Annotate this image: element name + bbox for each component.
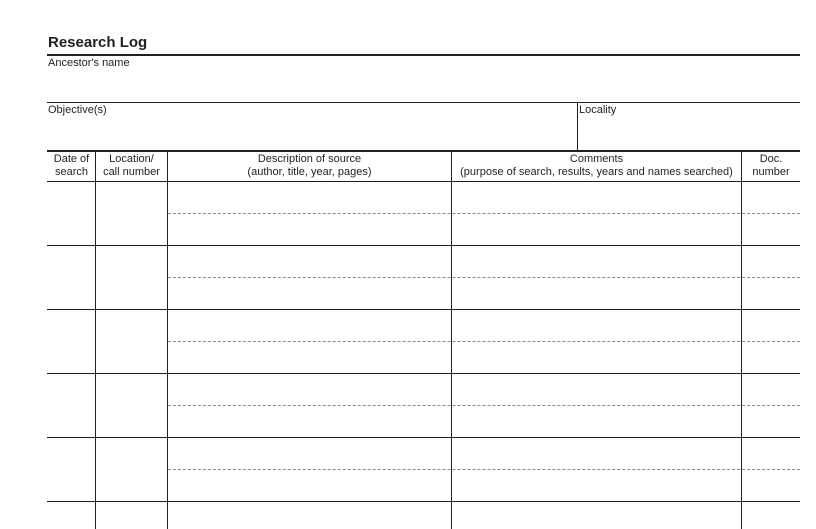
table-row-rule <box>47 437 800 438</box>
ancestor-field-rule <box>47 102 800 103</box>
table-row-dashed-rule <box>168 213 800 214</box>
table-row-rule <box>47 309 800 310</box>
locality-label: Locality <box>579 104 617 116</box>
col-header-doc-number-line2: number <box>752 166 790 178</box>
col-header-doc-number-line1: Doc. <box>759 153 783 165</box>
col-divider-2 <box>167 150 168 529</box>
table-row-rule <box>47 245 800 246</box>
col-header-comments-line2: (purpose of search, results, years and names searched) <box>460 166 733 178</box>
col-header-comments-line1: Comments <box>569 153 624 165</box>
col-header-description <box>168 153 451 179</box>
page-margin <box>800 0 816 529</box>
table-row-rule <box>47 501 800 502</box>
objective-label: Objective(s) <box>48 104 107 116</box>
table-row-rule <box>47 373 800 374</box>
header-bottom-rule <box>47 181 800 182</box>
col-header-date-line2: search <box>54 166 89 178</box>
col-header-date <box>48 153 95 179</box>
col-header-comments <box>452 153 741 179</box>
col-header-location <box>96 153 167 179</box>
table-row-dashed-rule <box>168 277 800 278</box>
table-row-dashed-rule <box>168 405 800 406</box>
title-rule <box>47 54 800 56</box>
form-title: Research Log <box>48 34 148 51</box>
col-header-description-line2: (author, title, year, pages) <box>247 166 372 178</box>
col-divider-3 <box>451 150 452 529</box>
table-top-rule <box>47 150 800 152</box>
col-header-doc-number <box>742 153 800 179</box>
col-header-description-line1: Description of source <box>257 153 362 165</box>
col-header-location-line2: call number <box>103 166 160 178</box>
col-divider-1 <box>95 150 96 529</box>
ancestor-name-label: Ancestor's name <box>48 57 130 69</box>
col-divider-4 <box>741 150 742 529</box>
col-header-date-line1: Date of <box>53 153 90 165</box>
table-row-dashed-rule <box>168 469 800 470</box>
col-header-location-line1: Location/ <box>109 153 154 165</box>
locality-divider <box>577 102 578 150</box>
table-row-dashed-rule <box>168 341 800 342</box>
